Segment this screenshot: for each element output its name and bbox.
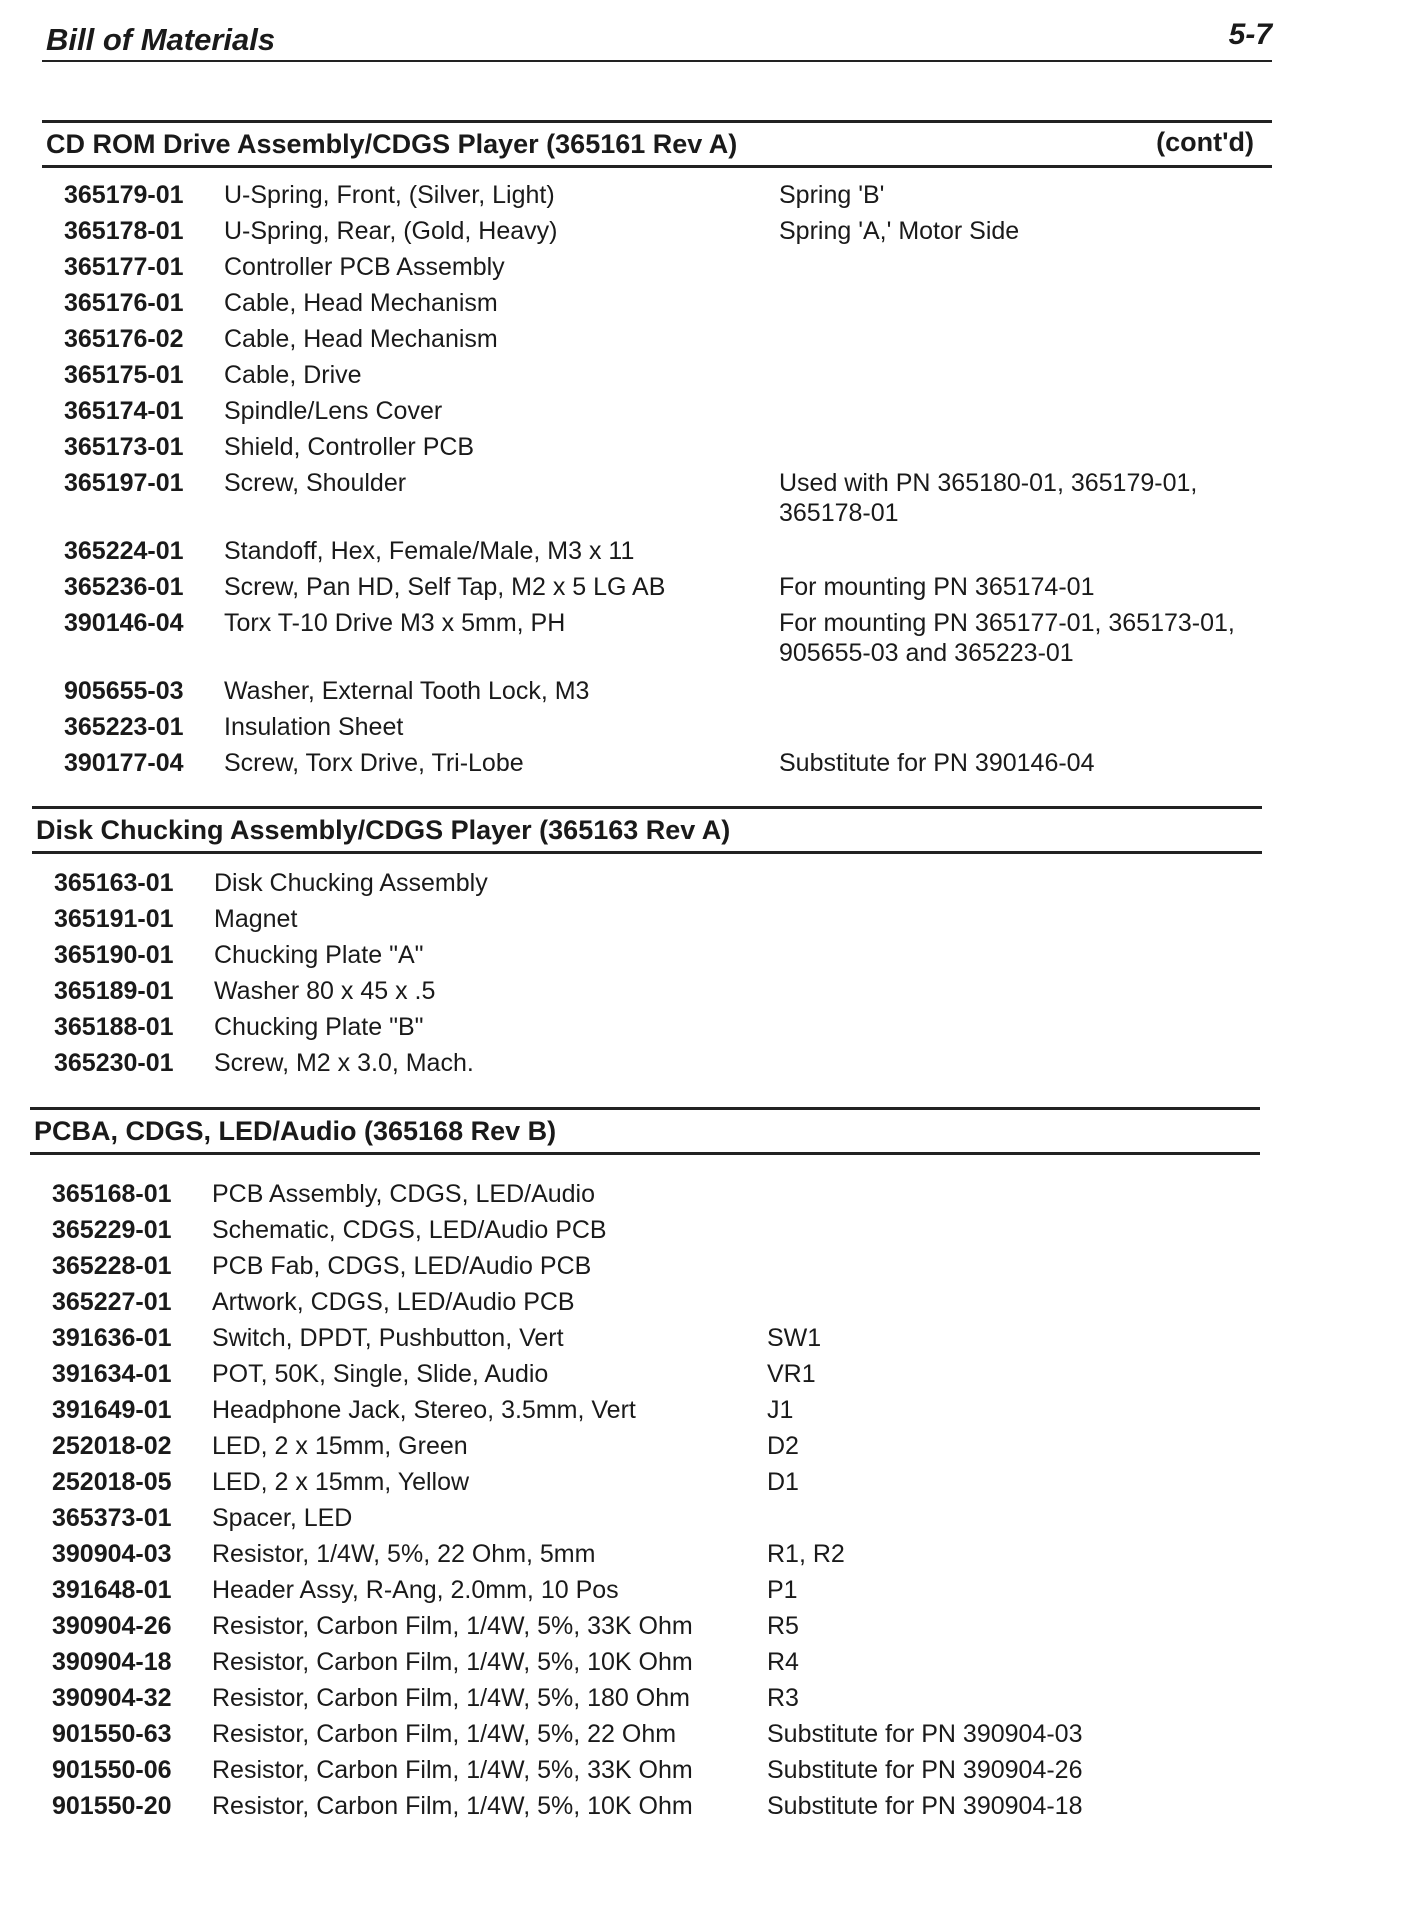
table-row xyxy=(30,1359,1260,1395)
part-number: 365177-01 xyxy=(64,253,184,281)
table-row xyxy=(42,748,1272,784)
table-row xyxy=(30,1179,1260,1215)
table-row xyxy=(42,216,1272,252)
part-number: 390904-26 xyxy=(52,1612,172,1640)
table-row xyxy=(30,1395,1260,1431)
part-note: J1 xyxy=(767,1396,794,1424)
part-description: Resistor, Carbon Film, 1/4W, 5%, 33K Ohm xyxy=(212,1756,693,1784)
part-note xyxy=(779,676,1272,712)
section-pcba-cdgs-led-audio xyxy=(30,1107,1260,1827)
table-row xyxy=(42,360,1272,396)
part-number: 252018-05 xyxy=(52,1468,172,1496)
section-header xyxy=(30,1107,1260,1155)
part-note xyxy=(769,1012,1262,1048)
part-note: R3 xyxy=(767,1684,799,1712)
table-row xyxy=(30,1791,1260,1827)
part-note xyxy=(769,976,1262,1012)
part-note: P1 xyxy=(767,1576,798,1604)
part-note: Substitute for PN 390146-04 xyxy=(779,749,1095,777)
part-number: 365223-01 xyxy=(64,713,184,741)
table-row xyxy=(42,180,1272,216)
part-note xyxy=(769,1048,1262,1084)
table-row xyxy=(30,1287,1260,1323)
part-description: Cable, Head Mechanism xyxy=(224,289,498,317)
table-row xyxy=(42,712,1272,748)
section-cd-rom-drive-assembly xyxy=(42,120,1272,784)
parts-list xyxy=(42,168,1272,784)
part-note: R4 xyxy=(767,1648,799,1676)
part-number: 391649-01 xyxy=(52,1396,172,1424)
part-number: 901550-06 xyxy=(52,1756,172,1784)
part-note: Used with PN 365180-01, 365179-01, 365178-01 xyxy=(779,469,1198,527)
part-number: 365189-01 xyxy=(54,977,174,1005)
table-row xyxy=(30,1683,1260,1719)
part-description: Headphone Jack, Stereo, 3.5mm, Vert xyxy=(212,1396,636,1424)
parts-list xyxy=(32,854,1262,1084)
part-number: 365174-01 xyxy=(64,397,184,425)
part-note: Spring 'B' xyxy=(779,181,885,209)
part-description: Resistor, Carbon Film, 1/4W, 5%, 10K Ohm xyxy=(212,1792,693,1820)
part-description: Washer, External Tooth Lock, M3 xyxy=(224,677,590,705)
part-note: VR1 xyxy=(767,1360,816,1388)
section-disk-chucking-assembly xyxy=(32,806,1262,1084)
part-description: Standoff, Hex, Female/Male, M3 x 11 xyxy=(224,537,635,565)
part-note xyxy=(769,940,1262,976)
part-description: Disk Chucking Assembly xyxy=(214,869,488,897)
part-number: 365191-01 xyxy=(54,905,174,933)
part-description: U-Spring, Front, (Silver, Light) xyxy=(224,181,555,209)
table-row xyxy=(30,1503,1260,1539)
part-number: 365173-01 xyxy=(64,433,184,461)
part-number: 390177-04 xyxy=(64,749,184,777)
table-row xyxy=(42,324,1272,360)
part-note xyxy=(767,1251,1260,1287)
table-row xyxy=(30,1611,1260,1647)
table-row xyxy=(30,1575,1260,1611)
part-number: 365163-01 xyxy=(54,869,174,897)
part-note: SW1 xyxy=(767,1324,822,1352)
table-row xyxy=(32,1048,1262,1084)
part-note: D1 xyxy=(767,1468,799,1496)
part-note xyxy=(779,432,1272,468)
part-note xyxy=(779,536,1272,572)
part-number: 391634-01 xyxy=(52,1360,172,1388)
table-row xyxy=(42,288,1272,324)
part-description: Screw, Pan HD, Self Tap, M2 x 5 LG AB xyxy=(224,573,666,601)
table-row xyxy=(42,608,1272,676)
part-note xyxy=(767,1215,1260,1251)
part-description: POT, 50K, Single, Slide, Audio xyxy=(212,1360,549,1388)
table-row xyxy=(32,940,1262,976)
part-description: Schematic, CDGS, LED/Audio PCB xyxy=(212,1216,607,1244)
part-note: Substitute for PN 390904-03 xyxy=(767,1720,1083,1748)
part-description: PCB Fab, CDGS, LED/Audio PCB xyxy=(212,1252,592,1280)
part-number: 390904-32 xyxy=(52,1684,172,1712)
part-description: Screw, M2 x 3.0, Mach. xyxy=(214,1049,474,1077)
section-header xyxy=(32,806,1262,854)
part-note: D2 xyxy=(767,1432,799,1460)
part-number: 391648-01 xyxy=(52,1576,172,1604)
part-number: 365229-01 xyxy=(52,1216,172,1244)
table-row xyxy=(30,1755,1260,1791)
table-row xyxy=(30,1215,1260,1251)
part-description: Cable, Drive xyxy=(224,361,362,389)
part-number: 365236-01 xyxy=(64,573,184,601)
part-note: Spring 'A,' Motor Side xyxy=(779,217,1020,245)
part-number: 390146-04 xyxy=(64,609,184,637)
part-description: Cable, Head Mechanism xyxy=(224,325,498,353)
table-row xyxy=(32,976,1262,1012)
part-note xyxy=(779,324,1272,360)
part-number: 391636-01 xyxy=(52,1324,172,1352)
section-header xyxy=(42,120,1272,168)
part-description: Resistor, 1/4W, 5%, 22 Ohm, 5mm xyxy=(212,1540,596,1568)
part-number: 365178-01 xyxy=(64,217,184,245)
part-description: Washer 80 x 45 x .5 xyxy=(214,977,436,1005)
part-note xyxy=(779,288,1272,324)
part-description: Header Assy, R-Ang, 2.0mm, 10 Pos xyxy=(212,1576,619,1604)
part-note xyxy=(779,360,1272,396)
part-description: Chucking Plate "B" xyxy=(214,1013,424,1041)
part-note: For mounting PN 365174-01 xyxy=(779,573,1095,601)
part-description: Torx T-10 Drive M3 x 5mm, PH xyxy=(224,609,566,637)
part-description: Switch, DPDT, Pushbutton, Vert xyxy=(212,1324,564,1352)
part-note xyxy=(779,712,1272,748)
part-description: PCB Assembly, CDGS, LED/Audio xyxy=(212,1180,596,1208)
table-row xyxy=(30,1431,1260,1467)
part-number: 390904-03 xyxy=(52,1540,172,1568)
section-title: PCBA, CDGS, LED/Audio (365168 Rev B) xyxy=(34,1116,557,1146)
page-title: Bill of Materials xyxy=(46,22,276,57)
part-note xyxy=(769,868,1262,904)
part-description: Chucking Plate "A" xyxy=(214,941,424,969)
part-number: 365224-01 xyxy=(64,537,184,565)
part-description: Spacer, LED xyxy=(212,1504,353,1532)
part-description: Resistor, Carbon Film, 1/4W, 5%, 33K Ohm xyxy=(212,1612,693,1640)
table-row xyxy=(32,904,1262,940)
part-number: 365188-01 xyxy=(54,1013,174,1041)
part-note: R1, R2 xyxy=(767,1540,845,1568)
part-description: LED, 2 x 15mm, Green xyxy=(212,1432,468,1460)
part-note xyxy=(769,904,1262,940)
part-note xyxy=(767,1503,1260,1539)
part-note: Substitute for PN 390904-26 xyxy=(767,1756,1083,1784)
table-row xyxy=(42,396,1272,432)
part-description: U-Spring, Rear, (Gold, Heavy) xyxy=(224,217,558,245)
part-number: 365230-01 xyxy=(54,1049,174,1077)
table-row xyxy=(30,1647,1260,1683)
table-row xyxy=(42,468,1272,536)
parts-list xyxy=(30,1155,1260,1827)
part-number: 365176-01 xyxy=(64,289,184,317)
table-row xyxy=(30,1251,1260,1287)
part-note: R5 xyxy=(767,1612,799,1640)
section-title: CD ROM Drive Assembly/CDGS Player (365161 Rev A) xyxy=(46,129,738,159)
part-number: 365176-02 xyxy=(64,325,184,353)
part-description: Resistor, Carbon Film, 1/4W, 5%, 22 Ohm xyxy=(212,1720,677,1748)
part-description: Screw, Torx Drive, Tri-Lobe xyxy=(224,749,524,777)
part-note xyxy=(779,252,1272,288)
page-header xyxy=(42,18,1272,58)
part-note: For mounting PN 365177-01, 365173-01, 905655-03 and 365223-01 xyxy=(779,609,1235,667)
section-continued-label: (cont'd) xyxy=(1156,127,1254,157)
part-description: Resistor, Carbon Film, 1/4W, 5%, 10K Ohm xyxy=(212,1648,693,1676)
part-number: 365228-01 xyxy=(52,1252,172,1280)
table-row xyxy=(30,1323,1260,1359)
part-number: 365179-01 xyxy=(64,181,184,209)
part-number: 252018-02 xyxy=(52,1432,172,1460)
part-description: Screw, Shoulder xyxy=(224,469,407,497)
table-row xyxy=(30,1539,1260,1575)
header-divider xyxy=(42,60,1272,62)
part-description: LED, 2 x 15mm, Yellow xyxy=(212,1468,470,1496)
table-row xyxy=(30,1719,1260,1755)
part-description: Shield, Controller PCB xyxy=(224,433,475,461)
table-row xyxy=(42,252,1272,288)
section-title: Disk Chucking Assembly/CDGS Player (365163 Rev A) xyxy=(36,815,731,845)
part-number: 365227-01 xyxy=(52,1288,172,1316)
part-number: 365190-01 xyxy=(54,941,174,969)
part-note xyxy=(767,1287,1260,1323)
part-note: Substitute for PN 390904-18 xyxy=(767,1792,1083,1820)
part-number: 365175-01 xyxy=(64,361,184,389)
part-description: Resistor, Carbon Film, 1/4W, 5%, 180 Ohm xyxy=(212,1684,690,1712)
page-number: 5-7 xyxy=(1228,18,1272,51)
part-number: 365168-01 xyxy=(52,1180,172,1208)
part-number: 905655-03 xyxy=(64,677,184,705)
part-description: Controller PCB Assembly xyxy=(224,253,505,281)
table-row xyxy=(42,572,1272,608)
part-description: Insulation Sheet xyxy=(224,713,404,741)
part-number: 901550-63 xyxy=(52,1720,172,1748)
part-description: Magnet xyxy=(214,905,298,933)
part-number: 390904-18 xyxy=(52,1648,172,1676)
table-row xyxy=(32,1012,1262,1048)
table-row xyxy=(42,536,1272,572)
part-number: 901550-20 xyxy=(52,1792,172,1820)
part-note xyxy=(767,1179,1260,1215)
table-row xyxy=(32,868,1262,904)
part-note xyxy=(779,396,1272,432)
table-row xyxy=(42,676,1272,712)
table-row xyxy=(42,432,1272,468)
part-number: 365373-01 xyxy=(52,1504,172,1532)
part-description: Artwork, CDGS, LED/Audio PCB xyxy=(212,1288,575,1316)
part-description: Spindle/Lens Cover xyxy=(224,397,443,425)
part-number: 365197-01 xyxy=(64,469,184,497)
table-row xyxy=(30,1467,1260,1503)
